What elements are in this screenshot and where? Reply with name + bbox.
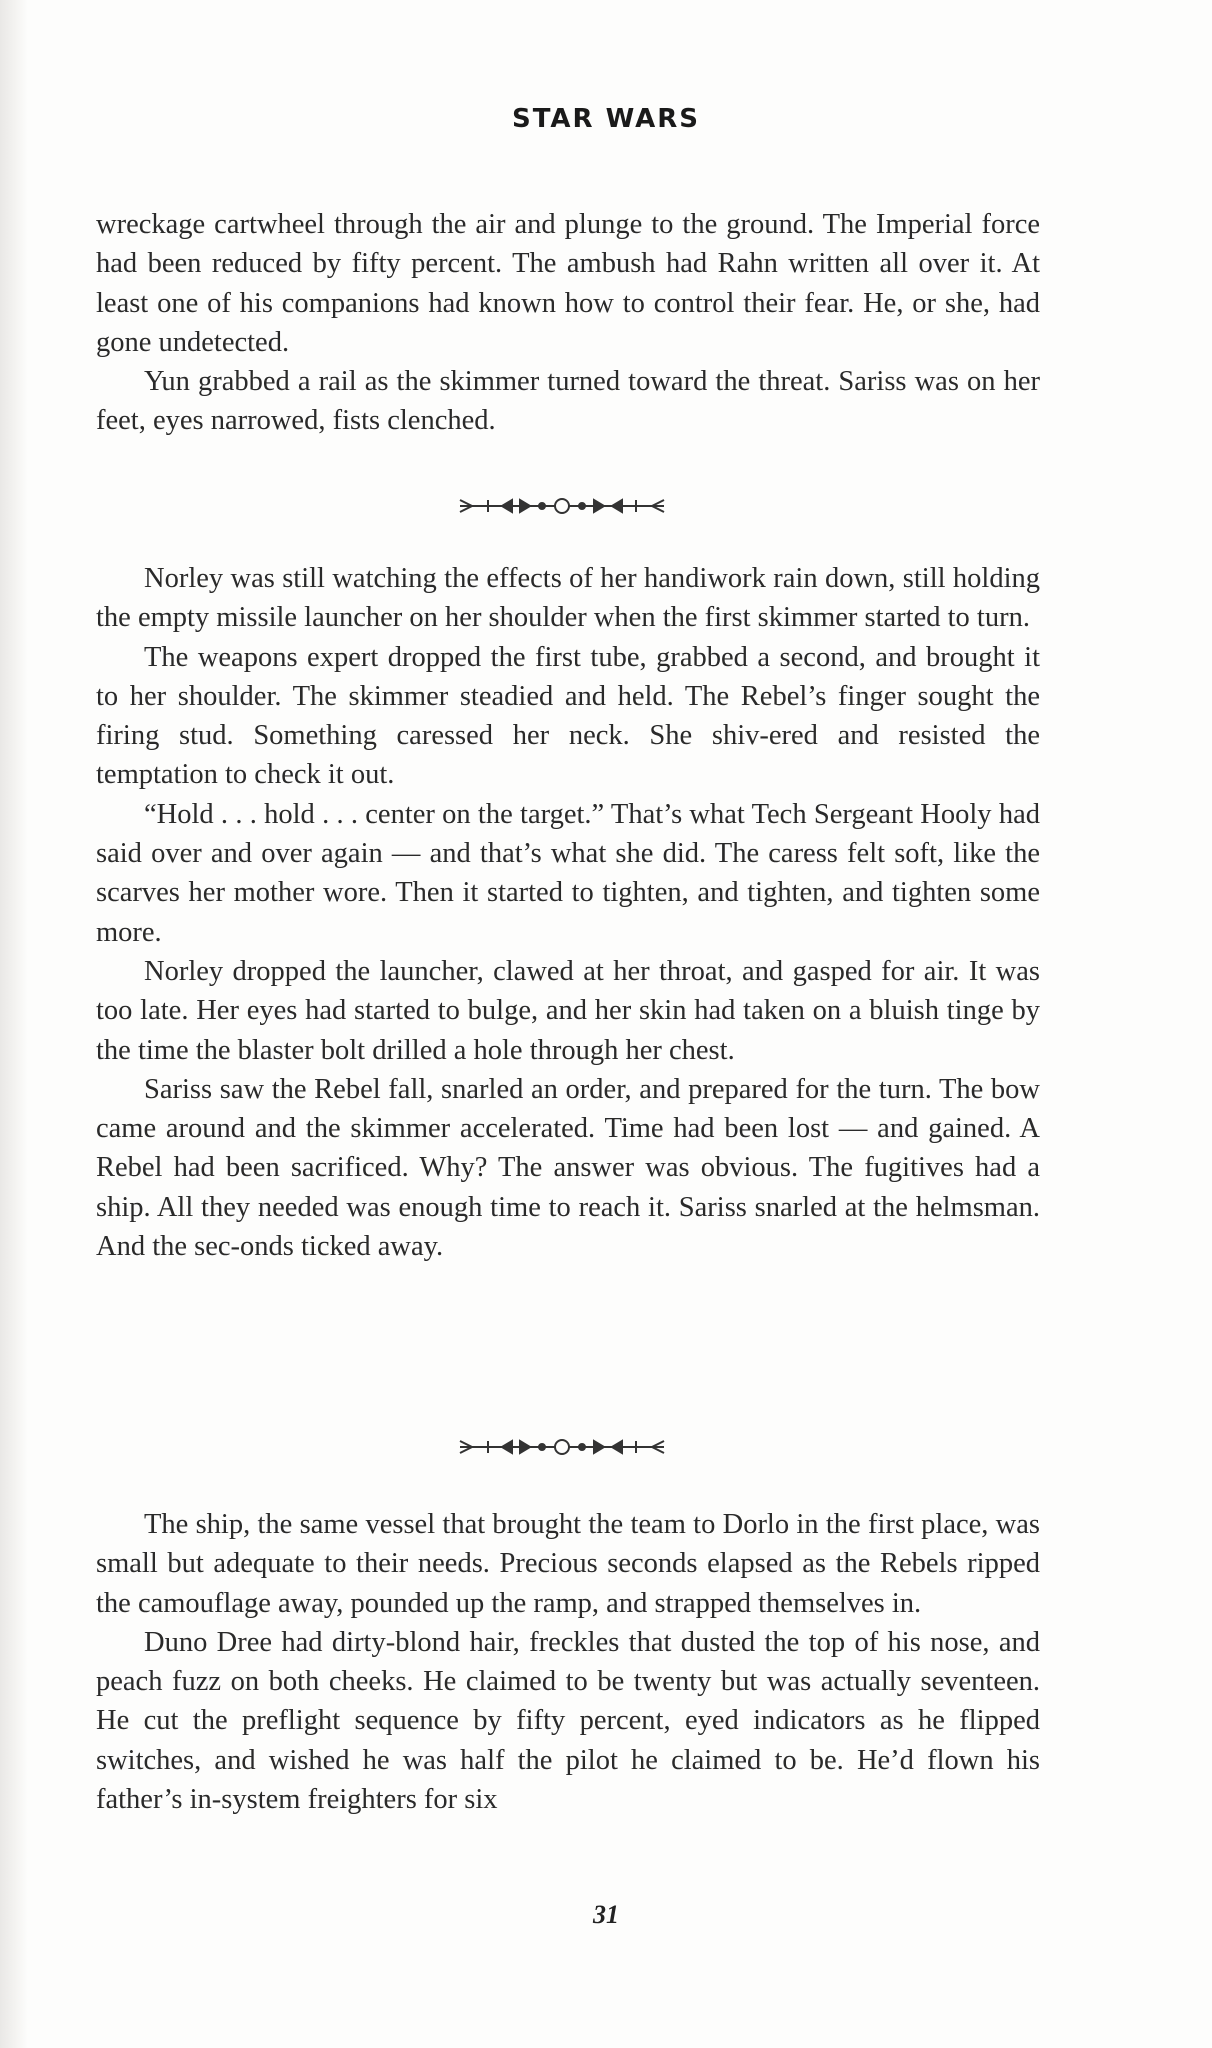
paragraph: The ship, the same vessel that brought the team to Dorlo in the first place, was small but adequate to their needs. Precious seconds elapsed as the Rebels ripped the camouflage away, pounded up the ramp, and strapped themselves in. [96, 1509, 1040, 1619]
paragraph: “Hold . . . hold . . . center on the target.” That’s what Tech Sergeant Hooly had said over and over again — and that’s what she did. The caress felt soft, like the scarves her mother wore. Then it started to tighten, and tighten, and tighten some more. [96, 798, 1040, 948]
paragraph: Yun grabbed a rail as the skimmer turned toward the threat. Sariss was on her feet, eyes narrowed, fists clenched. [96, 366, 1040, 437]
paragraph: Norley was still watching the effects of her handiwork rain down, still holding the empty missile launcher on her shoulder when the first skimmer started to turn. [96, 563, 1040, 634]
paragraph: wreckage cartwheel through the air and plunge to the ground. The Imperial force had been reduced by fifty percent. The ambush had Rahn written all over it. At least one of his companions had known how to control their fear. He, or she, had gone undetected. [96, 209, 1040, 358]
section-break-ornament-icon [456, 1435, 668, 1459]
page-gutter-shadow [0, 0, 28, 2048]
text-block-1 [96, 205, 1040, 441]
section-break-ornament-icon [456, 494, 668, 518]
page-number: 31 [593, 1900, 619, 1929]
paragraph: Sariss saw the Rebel fall, snarled an order, and prepared for the turn. The bow came around and the skimmer accelerated. Time had been lost — and gained. A Rebel had been sacrificed. Why? The answer was obvious. The fugitives had a ship. All they needed was enough time to reach it. Sariss snarled at the helmsman. And the sec-onds ticked away. [96, 1073, 1040, 1263]
text-block-3 [96, 1505, 1040, 1819]
paragraph: Norley dropped the launcher, clawed at her throat, and gasped for air. It was too late. Her eyes had started to bulge, and her skin had taken on a bluish tinge by the time the blaster bolt drilled a hole through her chest. [96, 955, 1040, 1066]
running-head: STAR WARS [511, 104, 700, 134]
paragraph: Duno Dree had dirty-blond hair, freckles that dusted the top of his nose, and peach fuzz on both cheeks. He claimed to be twenty but was actually seventeen. He cut the preflight sequence by fifty percent, eyed indicators as he flipped switches, and wished he was half the pilot he claimed to be. He’d flown his father’s in-system freighters for six [96, 1626, 1040, 1816]
paragraph: The weapons expert dropped the first tube, grabbed a second, and brought it to her shoulder. The skimmer steadied and held. The Rebel’s finger sought the firing stud. Something caressed her neck. She shiv-ered and resisted the temptation to check it out. [96, 641, 1040, 791]
text-block-2 [96, 559, 1040, 1266]
